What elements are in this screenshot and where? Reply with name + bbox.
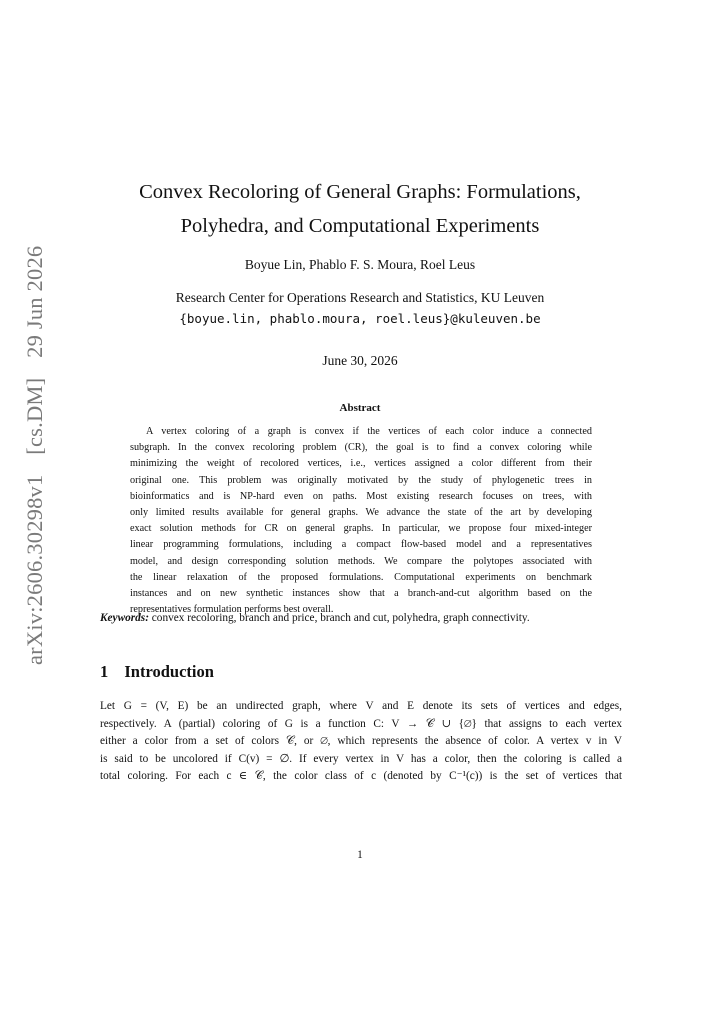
arxiv-category: [cs.DM] — [22, 377, 47, 455]
arxiv-date: 29 Jun 2026 — [22, 245, 47, 358]
section-number: 1 — [100, 662, 109, 681]
intro-line: either a color from a set of colors 𝒞, or ∅, which represents the absence of color. A vertex v in V — [100, 735, 622, 747]
abstract-line: representatives formulation performs best overall. — [130, 604, 334, 616]
arxiv-identifier-stamp — [19, 245, 51, 665]
paper-authors: Boyue Lin, Phablo F. S. Moura, Roel Leus — [244, 257, 476, 272]
paper-title-line-2: Polyhedra, and Computational Experiments — [180, 215, 540, 237]
section-title: Introduction — [124, 662, 214, 681]
intro-line: is said to be uncolored if C(v) = ∅. If every vertex in V has a color, then the coloring is called a — [100, 752, 622, 765]
abstract-line: original one. This problem was originally motivated by the study of phylogenetic trees in — [130, 474, 592, 486]
page-number: 1 — [357, 849, 363, 861]
intro-line: respectively. A (partial) coloring of G is a function C: V → 𝒞 ∪ {∅} that assigns to each vertex — [100, 717, 622, 730]
abstract-line: instances and on new synthetic instances show that a branch-and-cut algorithm based on the — [130, 588, 592, 600]
intro-line: Let G = (V, E) be an undirected graph, where V and E denote its sets of vertices and edges, — [100, 700, 622, 712]
abstract-line: minimizing the weight of recolored vertices, i.e., vertices assigned a color different from their — [130, 458, 592, 470]
intro-line: total coloring. For each c ∈ 𝒞, the color class of c (denoted by C⁻¹(c)) is the set of vertices that — [100, 770, 622, 782]
paper-date: June 30, 2026 — [322, 353, 398, 368]
abstract-line: bioinformatics and is NP-hard even on paths. Most existing research focuses on trees, with — [130, 490, 592, 502]
abstract-line: only limited results available for general graphs. We advance the state of the art by developing — [130, 507, 592, 519]
keywords-label: Keywords: — [100, 612, 149, 624]
introduction-body — [100, 698, 622, 786]
keywords — [100, 612, 620, 624]
paper-title — [100, 175, 620, 243]
abstract-line: subgraph. In the convex recoloring problem (CR), the goal is to find a convex coloring while — [130, 442, 592, 454]
paper-emails: {boyue.lin, phablo.moura, roel.leus}@kuleuven.be — [179, 311, 541, 326]
abstract-line: A vertex coloring of a graph is convex if the vertices of each color induce a connected — [146, 426, 592, 437]
abstract-line: model, and design corresponding solution methods. We compare the polytopes associated with — [130, 555, 592, 567]
section-heading-introduction — [100, 662, 214, 682]
paper-affiliation: Research Center for Operations Research and Statistics, KU Leuven — [175, 290, 545, 305]
keywords-text: convex recoloring, branch and price, branch and cut, polyhedra, graph connectivity. — [151, 612, 530, 624]
abstract-body — [130, 424, 592, 618]
abstract-line: linear programming formulations, including a compact flow-based model and a representatives — [130, 539, 592, 551]
paper-title-line-1: Convex Recoloring of General Graphs: Formulations, — [139, 181, 581, 203]
abstract-line: exact solution methods for CR on general graphs. In particular, we propose four mixed-integer — [130, 523, 592, 535]
abstract-heading: Abstract — [339, 402, 381, 414]
arxiv-id: arXiv:2606.30298v1 — [22, 474, 47, 665]
abstract-line: the linear relaxation of the proposed formulations. Computational experiments on benchmark — [130, 571, 592, 583]
